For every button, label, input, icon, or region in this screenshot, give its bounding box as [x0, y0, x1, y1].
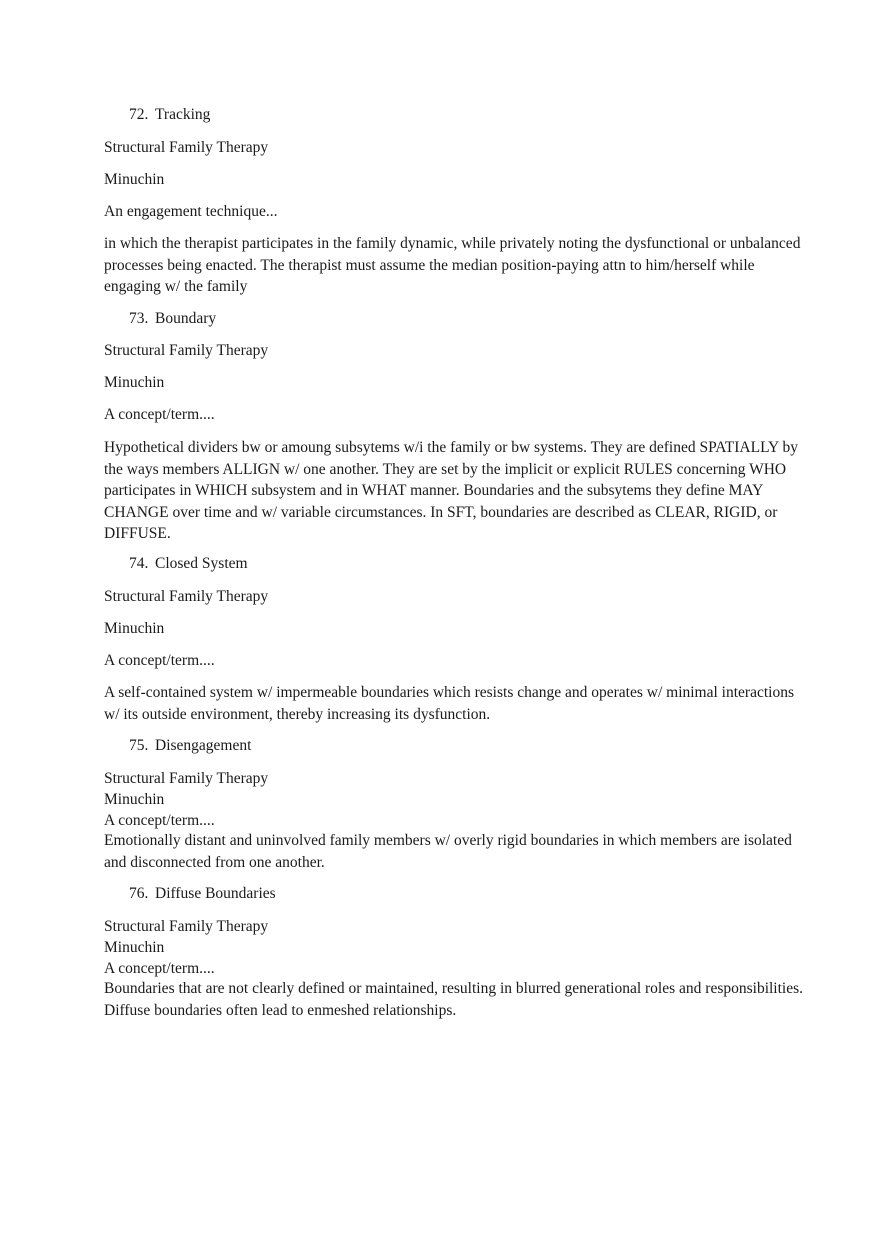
- entry-number: 72.: [129, 106, 149, 123]
- entry-term: Disengagement: [155, 737, 252, 754]
- entry-72-heading: [129, 104, 829, 126]
- entry-74-theorist: Minuchin: [104, 620, 165, 637]
- entry-term: Closed System: [155, 555, 248, 572]
- entry-number: 76.: [129, 885, 149, 902]
- entry-75-category: A concept/term....: [104, 812, 215, 829]
- entry-term: Diffuse Boundaries: [155, 885, 276, 902]
- entry-73-definition: Hypothetical dividers bw or amoung subsytems w/i the family or bw systems. They are defined SPATIALLY by the ways members ALLIGN w/ one another. They are set by the implicit or explicit RULES concerning WHO participates in WHICH subsystem and in WHAT manner. Boundaries and the subsytems they define MAY CHANGE over time and w/ variable circumstances. In SFT, boundaries are described as CLEAR, RIGID, or DIFFUSE.: [104, 439, 798, 542]
- entry-74-heading: [129, 553, 829, 575]
- entry-number: 75.: [129, 737, 149, 754]
- entry-73-model: Structural Family Therapy: [104, 342, 269, 359]
- entry-75-definition: Emotionally distant and uninvolved family members w/ overly rigid boundaries in which members are isolated and disconnected from one another.: [104, 832, 792, 871]
- entry-73-heading: [129, 308, 829, 330]
- entry-number: 74.: [129, 555, 149, 572]
- entry-74-model: Structural Family Therapy: [104, 588, 269, 605]
- entry-73-category: A concept/term....: [104, 406, 215, 423]
- entry-76-model: Structural Family Therapy: [104, 918, 269, 935]
- entry-75-model: Structural Family Therapy: [104, 770, 269, 787]
- entry-75-heading: [129, 735, 829, 757]
- entry-72-category: An engagement technique...: [104, 203, 278, 220]
- entry-74-category: A concept/term....: [104, 652, 215, 669]
- entry-number: 73.: [129, 310, 149, 327]
- entry-76-heading: [129, 883, 829, 905]
- entry-76-definition: Boundaries that are not clearly defined or maintained, resulting in blurred generational roles and responsibilities. Diffuse boundaries often lead to enmeshed relationships.: [104, 980, 804, 1019]
- entry-75-theorist: Minuchin: [104, 791, 165, 808]
- entry-74-definition: A self-contained system w/ impermeable boundaries which resists change and operates w/ minimal interactions w/ its outside environment, thereby increasing its dysfunction.: [104, 684, 794, 723]
- entry-76-category: A concept/term....: [104, 960, 215, 977]
- entry-72-theorist: Minuchin: [104, 171, 165, 188]
- entry-72-definition: in which the therapist participates in the family dynamic, while privately noting the dysfunctional or unbalanced processes being enacted. The therapist must assume the median position-paying attn to him/herself while engaging w/ the family: [104, 235, 801, 295]
- entry-72-model: Structural Family Therapy: [104, 139, 269, 156]
- entry-term: Boundary: [155, 310, 217, 327]
- entry-73-theorist: Minuchin: [104, 374, 165, 391]
- entry-76-theorist: Minuchin: [104, 939, 165, 956]
- entry-term: Tracking: [155, 106, 211, 123]
